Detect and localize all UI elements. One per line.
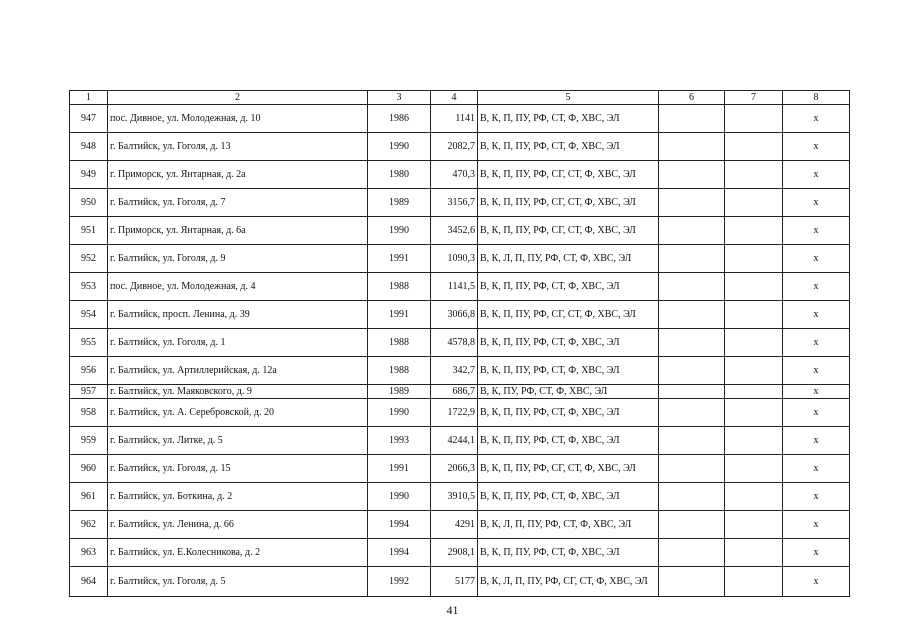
row-number-cell: 950 bbox=[70, 189, 108, 217]
address-cell: пос. Дивное, ул. Молодежная, д. 4 bbox=[108, 273, 368, 301]
address-cell: г. Балтийск, ул. Гоголя, д. 15 bbox=[108, 455, 368, 483]
table-row bbox=[70, 273, 850, 301]
column-6-cell bbox=[659, 161, 725, 189]
services-cell: В, К, П, ПУ, РФ, СГ, СТ, Ф, ХВС, ЭЛ bbox=[478, 217, 659, 245]
address-cell: г. Балтийск, ул. Гоголя, д. 5 bbox=[108, 567, 368, 597]
page-number: 41 bbox=[446, 603, 459, 617]
table-row bbox=[70, 245, 850, 273]
column-8-cell: х bbox=[783, 483, 850, 511]
table-row bbox=[70, 189, 850, 217]
column-7-cell bbox=[725, 273, 783, 301]
row-number-cell: 960 bbox=[70, 455, 108, 483]
services-cell: В, К, П, ПУ, РФ, СГ, СТ, Ф, ХВС, ЭЛ bbox=[478, 161, 659, 189]
services-cell: В, К, Л, П, ПУ, РФ, СТ, Ф, ХВС, ЭЛ bbox=[478, 245, 659, 273]
column-6-cell bbox=[659, 301, 725, 329]
area-cell: 2066,3 bbox=[431, 455, 478, 483]
row-number-cell: 951 bbox=[70, 217, 108, 245]
services-cell: В, К, П, ПУ, РФ, СГ, СТ, Ф, ХВС, ЭЛ bbox=[478, 301, 659, 329]
column-8-cell: х bbox=[783, 301, 850, 329]
column-8-cell: х bbox=[783, 273, 850, 301]
column-7-cell bbox=[725, 161, 783, 189]
column-6-cell bbox=[659, 133, 725, 161]
area-cell: 1141 bbox=[431, 105, 478, 133]
address-cell: г. Балтийск, ул. Гоголя, д. 1 bbox=[108, 329, 368, 357]
area-cell: 4244,1 bbox=[431, 427, 478, 455]
table-row bbox=[70, 539, 850, 567]
services-cell: В, К, П, ПУ, РФ, СТ, Ф, ХВС, ЭЛ bbox=[478, 133, 659, 161]
header-cell: 2 bbox=[108, 91, 368, 105]
column-8-cell: х bbox=[783, 357, 850, 385]
year-cell: 1991 bbox=[368, 455, 431, 483]
table-row bbox=[70, 133, 850, 161]
column-7-cell bbox=[725, 567, 783, 597]
address-cell: г. Приморск, ул. Янтарная, д. 2а bbox=[108, 161, 368, 189]
row-number-cell: 963 bbox=[70, 539, 108, 567]
row-number-cell: 964 bbox=[70, 567, 108, 597]
column-8-cell: х bbox=[783, 539, 850, 567]
column-6-cell bbox=[659, 357, 725, 385]
services-cell: В, К, П, ПУ, РФ, СТ, Ф, ХВС, ЭЛ bbox=[478, 329, 659, 357]
table-row bbox=[70, 357, 850, 385]
column-7-cell bbox=[725, 357, 783, 385]
column-8-cell: х bbox=[783, 455, 850, 483]
column-8-cell: х bbox=[783, 427, 850, 455]
column-8-cell: х bbox=[783, 133, 850, 161]
column-6-cell bbox=[659, 245, 725, 273]
services-cell: В, К, Л, П, ПУ, РФ, СГ, СТ, Ф, ХВС, ЭЛ bbox=[478, 567, 659, 597]
year-cell: 1990 bbox=[368, 399, 431, 427]
column-7-cell bbox=[725, 539, 783, 567]
column-7-cell bbox=[725, 301, 783, 329]
area-cell: 686,7 bbox=[431, 385, 478, 399]
column-8-cell: х bbox=[783, 105, 850, 133]
services-cell: В, К, ПУ, РФ, СТ, Ф, ХВС, ЭЛ bbox=[478, 385, 659, 399]
year-cell: 1989 bbox=[368, 189, 431, 217]
address-cell: г. Балтийск, ул. Гоголя, д. 9 bbox=[108, 245, 368, 273]
column-7-cell bbox=[725, 217, 783, 245]
column-7-cell bbox=[725, 189, 783, 217]
year-cell: 1986 bbox=[368, 105, 431, 133]
column-6-cell bbox=[659, 217, 725, 245]
table-body bbox=[70, 91, 850, 597]
area-cell: 2082,7 bbox=[431, 133, 478, 161]
year-cell: 1988 bbox=[368, 273, 431, 301]
address-cell: г. Балтийск, ул. А. Серебровской, д. 20 bbox=[108, 399, 368, 427]
column-6-cell bbox=[659, 399, 725, 427]
column-8-cell: х bbox=[783, 245, 850, 273]
services-cell: В, К, Л, П, ПУ, РФ, СТ, Ф, ХВС, ЭЛ bbox=[478, 511, 659, 539]
column-7-cell bbox=[725, 399, 783, 427]
header-cell: 7 bbox=[725, 91, 783, 105]
table-row bbox=[70, 301, 850, 329]
table-row bbox=[70, 483, 850, 511]
column-7-cell bbox=[725, 329, 783, 357]
table-row bbox=[70, 455, 850, 483]
column-6-cell bbox=[659, 455, 725, 483]
column-6-cell bbox=[659, 427, 725, 455]
services-cell: В, К, П, ПУ, РФ, СТ, Ф, ХВС, ЭЛ bbox=[478, 539, 659, 567]
row-number-cell: 962 bbox=[70, 511, 108, 539]
services-cell: В, К, П, ПУ, РФ, СГ, СТ, Ф, ХВС, ЭЛ bbox=[478, 189, 659, 217]
year-cell: 1993 bbox=[368, 427, 431, 455]
column-8-cell: х bbox=[783, 329, 850, 357]
address-cell: г. Балтийск, ул. Маяковского, д. 9 bbox=[108, 385, 368, 399]
row-number-cell: 949 bbox=[70, 161, 108, 189]
column-number-header bbox=[70, 91, 850, 105]
address-cell: г. Балтийск, просп. Ленина, д. 39 bbox=[108, 301, 368, 329]
column-8-cell: х bbox=[783, 161, 850, 189]
area-cell: 4291 bbox=[431, 511, 478, 539]
header-cell: 6 bbox=[659, 91, 725, 105]
table-row bbox=[70, 385, 850, 399]
area-cell: 4578,8 bbox=[431, 329, 478, 357]
row-number-cell: 961 bbox=[70, 483, 108, 511]
area-cell: 342,7 bbox=[431, 357, 478, 385]
column-8-cell: х bbox=[783, 217, 850, 245]
address-cell: г. Балтийск, ул. Литке, д. 5 bbox=[108, 427, 368, 455]
row-number-cell: 948 bbox=[70, 133, 108, 161]
column-8-cell: х bbox=[783, 399, 850, 427]
address-cell: г. Балтийск, ул. Гоголя, д. 7 bbox=[108, 189, 368, 217]
column-6-cell bbox=[659, 539, 725, 567]
year-cell: 1990 bbox=[368, 133, 431, 161]
area-cell: 3156,7 bbox=[431, 189, 478, 217]
column-8-cell: х bbox=[783, 189, 850, 217]
table-row bbox=[70, 399, 850, 427]
column-6-cell bbox=[659, 567, 725, 597]
year-cell: 1994 bbox=[368, 539, 431, 567]
year-cell: 1992 bbox=[368, 567, 431, 597]
column-6-cell bbox=[659, 511, 725, 539]
year-cell: 1989 bbox=[368, 385, 431, 399]
row-number-cell: 957 bbox=[70, 385, 108, 399]
column-7-cell bbox=[725, 427, 783, 455]
housing-register-table bbox=[69, 90, 850, 597]
year-cell: 1980 bbox=[368, 161, 431, 189]
area-cell: 3452,6 bbox=[431, 217, 478, 245]
area-cell: 1090,3 bbox=[431, 245, 478, 273]
column-7-cell bbox=[725, 245, 783, 273]
table-row bbox=[70, 105, 850, 133]
services-cell: В, К, П, ПУ, РФ, СТ, Ф, ХВС, ЭЛ bbox=[478, 273, 659, 301]
address-cell: г. Балтийск, ул. Боткина, д. 2 bbox=[108, 483, 368, 511]
column-7-cell bbox=[725, 385, 783, 399]
row-number-cell: 958 bbox=[70, 399, 108, 427]
column-7-cell bbox=[725, 483, 783, 511]
area-cell: 470,3 bbox=[431, 161, 478, 189]
services-cell: В, К, П, ПУ, РФ, СТ, Ф, ХВС, ЭЛ bbox=[478, 105, 659, 133]
table-row bbox=[70, 427, 850, 455]
year-cell: 1988 bbox=[368, 357, 431, 385]
area-cell: 5177 bbox=[431, 567, 478, 597]
header-cell: 5 bbox=[478, 91, 659, 105]
column-6-cell bbox=[659, 189, 725, 217]
header-cell: 8 bbox=[783, 91, 850, 105]
table-row bbox=[70, 329, 850, 357]
row-number-cell: 947 bbox=[70, 105, 108, 133]
row-number-cell: 956 bbox=[70, 357, 108, 385]
column-7-cell bbox=[725, 455, 783, 483]
column-7-cell bbox=[725, 511, 783, 539]
services-cell: В, К, П, ПУ, РФ, СТ, Ф, ХВС, ЭЛ bbox=[478, 483, 659, 511]
address-cell: г. Балтийск, ул. Ленина, д. 66 bbox=[108, 511, 368, 539]
services-cell: В, К, П, ПУ, РФ, СТ, Ф, ХВС, ЭЛ bbox=[478, 357, 659, 385]
row-number-cell: 953 bbox=[70, 273, 108, 301]
column-6-cell bbox=[659, 273, 725, 301]
year-cell: 1991 bbox=[368, 245, 431, 273]
row-number-cell: 952 bbox=[70, 245, 108, 273]
area-cell: 1722,9 bbox=[431, 399, 478, 427]
header-cell: 4 bbox=[431, 91, 478, 105]
year-cell: 1988 bbox=[368, 329, 431, 357]
row-number-cell: 955 bbox=[70, 329, 108, 357]
area-cell: 2908,1 bbox=[431, 539, 478, 567]
table-row bbox=[70, 567, 850, 597]
row-number-cell: 959 bbox=[70, 427, 108, 455]
column-8-cell: х bbox=[783, 511, 850, 539]
year-cell: 1994 bbox=[368, 511, 431, 539]
table-row bbox=[70, 217, 850, 245]
column-6-cell bbox=[659, 385, 725, 399]
area-cell: 3910,5 bbox=[431, 483, 478, 511]
header-cell: 1 bbox=[70, 91, 108, 105]
year-cell: 1990 bbox=[368, 483, 431, 511]
column-6-cell bbox=[659, 105, 725, 133]
year-cell: 1990 bbox=[368, 217, 431, 245]
address-cell: пос. Дивное, ул. Молодежная, д. 10 bbox=[108, 105, 368, 133]
header-cell: 3 bbox=[368, 91, 431, 105]
area-cell: 1141,5 bbox=[431, 273, 478, 301]
address-cell: г. Балтийск, ул. Артиллерийская, д. 12а bbox=[108, 357, 368, 385]
column-7-cell bbox=[725, 105, 783, 133]
area-cell: 3066,8 bbox=[431, 301, 478, 329]
address-cell: г. Приморск, ул. Янтарная, д. 6а bbox=[108, 217, 368, 245]
table-row bbox=[70, 511, 850, 539]
column-7-cell bbox=[725, 133, 783, 161]
row-number-cell: 954 bbox=[70, 301, 108, 329]
column-8-cell: х bbox=[783, 385, 850, 399]
column-6-cell bbox=[659, 329, 725, 357]
services-cell: В, К, П, ПУ, РФ, СТ, Ф, ХВС, ЭЛ bbox=[478, 427, 659, 455]
table-row bbox=[70, 161, 850, 189]
year-cell: 1991 bbox=[368, 301, 431, 329]
column-6-cell bbox=[659, 483, 725, 511]
column-8-cell: х bbox=[783, 567, 850, 597]
services-cell: В, К, П, ПУ, РФ, СТ, Ф, ХВС, ЭЛ bbox=[478, 399, 659, 427]
address-cell: г. Балтийск, ул. Гоголя, д. 13 bbox=[108, 133, 368, 161]
services-cell: В, К, П, ПУ, РФ, СГ, СТ, Ф, ХВС, ЭЛ bbox=[478, 455, 659, 483]
address-cell: г. Балтийск, ул. Е.Колесникова, д. 2 bbox=[108, 539, 368, 567]
